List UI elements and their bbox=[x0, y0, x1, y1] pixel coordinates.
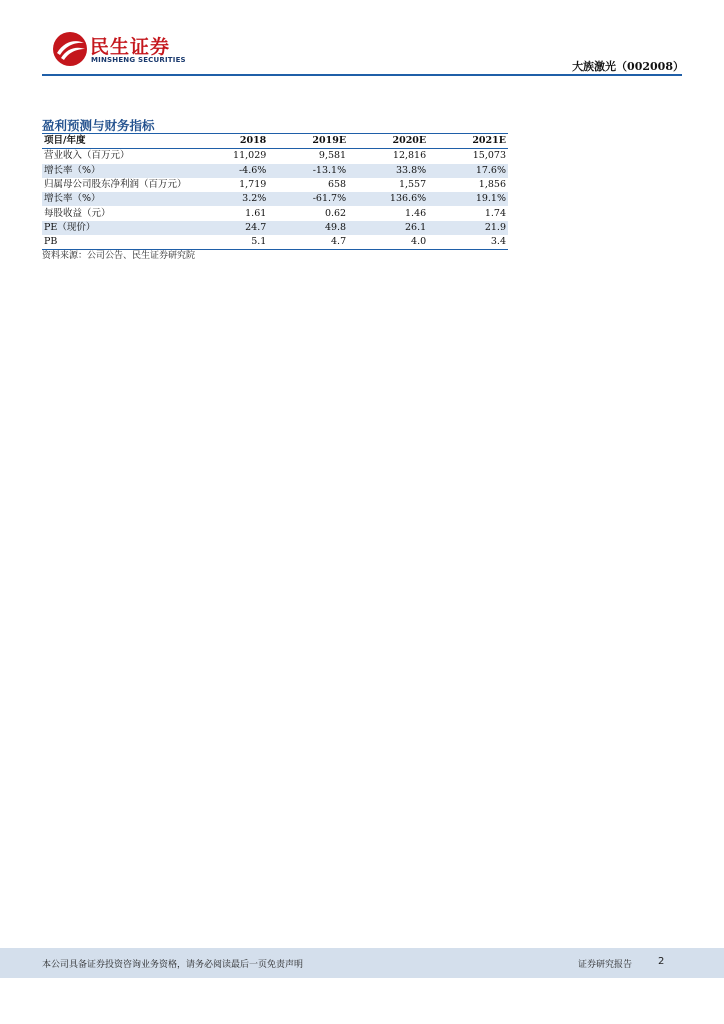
table-cell: 1.74 bbox=[484, 207, 506, 219]
table-cell: 11,029 bbox=[233, 150, 267, 162]
row-label: 营业收入（百万元） bbox=[44, 150, 130, 162]
table-cell: 5.1 bbox=[251, 236, 267, 248]
table-cell: 49.8 bbox=[324, 221, 347, 233]
company-ticker: 大族激光（002008） bbox=[572, 60, 684, 73]
table-cell: -13.1% bbox=[312, 164, 347, 176]
row-label: PB bbox=[44, 236, 58, 248]
row-label: 增长率（%） bbox=[44, 193, 101, 205]
table-cell: 3.4 bbox=[490, 236, 506, 248]
footer-report-type: 证券研究报告 bbox=[578, 960, 633, 970]
table-cell: 4.7 bbox=[331, 236, 347, 248]
footer-disclaimer: 本公司具备证券投资咨询业务资格，请务必阅读最后一页免责声明 bbox=[42, 960, 304, 970]
row-label: PE（现价） bbox=[44, 221, 96, 233]
table-row bbox=[42, 149, 508, 164]
table-cell: 26.1 bbox=[405, 221, 427, 233]
table-cell: 24.7 bbox=[245, 221, 267, 233]
table-cell: 136.6% bbox=[389, 193, 427, 205]
column-header-item: 项目/年度 bbox=[44, 135, 86, 147]
table-cell: 1.61 bbox=[245, 207, 267, 219]
table-cell: 1,856 bbox=[478, 179, 506, 191]
table-row bbox=[42, 206, 508, 220]
table-cell: 15,073 bbox=[472, 150, 506, 162]
table-header-row bbox=[42, 134, 508, 149]
table-cell: 9,581 bbox=[318, 150, 347, 162]
table-row bbox=[42, 192, 508, 206]
table-cell: 4.0 bbox=[411, 236, 427, 248]
financial-forecast-table bbox=[42, 133, 508, 250]
logo-english-text: MINSHENG SECURITIES bbox=[91, 56, 186, 64]
data-source-note: 资料来源：公司公告、民生证券研究院 bbox=[42, 251, 196, 261]
column-header-2021e: 2021E bbox=[472, 135, 506, 147]
table-cell: 658 bbox=[327, 179, 347, 191]
table-cell: 1.46 bbox=[405, 207, 427, 219]
table-cell: 0.62 bbox=[324, 207, 347, 219]
page-number: 2 bbox=[658, 956, 665, 967]
table-title: 盈利预测与财务指标 bbox=[42, 118, 155, 133]
table-cell: 1,557 bbox=[398, 179, 427, 191]
table-cell: -61.7% bbox=[312, 193, 347, 205]
minsheng-logo-icon bbox=[52, 31, 88, 67]
column-header-2020e: 2020E bbox=[392, 135, 427, 147]
logo-chinese-text: 民生证券 bbox=[90, 36, 171, 58]
table-cell: 3.2% bbox=[242, 193, 267, 205]
table-cell: 1,719 bbox=[239, 179, 267, 191]
table-row bbox=[42, 221, 508, 235]
table-cell: -4.6% bbox=[238, 164, 267, 176]
table-cell: 17.6% bbox=[475, 164, 506, 176]
minsheng-logo bbox=[52, 31, 202, 69]
table-cell: 19.1% bbox=[475, 193, 506, 205]
table-cell: 33.8% bbox=[395, 164, 427, 176]
table-row bbox=[42, 164, 508, 178]
header-divider bbox=[42, 74, 682, 76]
table-cell: 21.9 bbox=[484, 221, 506, 233]
row-label: 每股收益（元） bbox=[44, 207, 111, 219]
column-header-2018: 2018 bbox=[239, 135, 267, 147]
row-label: 增长率（%） bbox=[44, 164, 101, 176]
column-header-2019e: 2019E bbox=[312, 135, 347, 147]
table-row bbox=[42, 178, 508, 192]
table-cell: 12,816 bbox=[392, 150, 427, 162]
row-label: 归属母公司股东净利润（百万元） bbox=[44, 179, 187, 191]
